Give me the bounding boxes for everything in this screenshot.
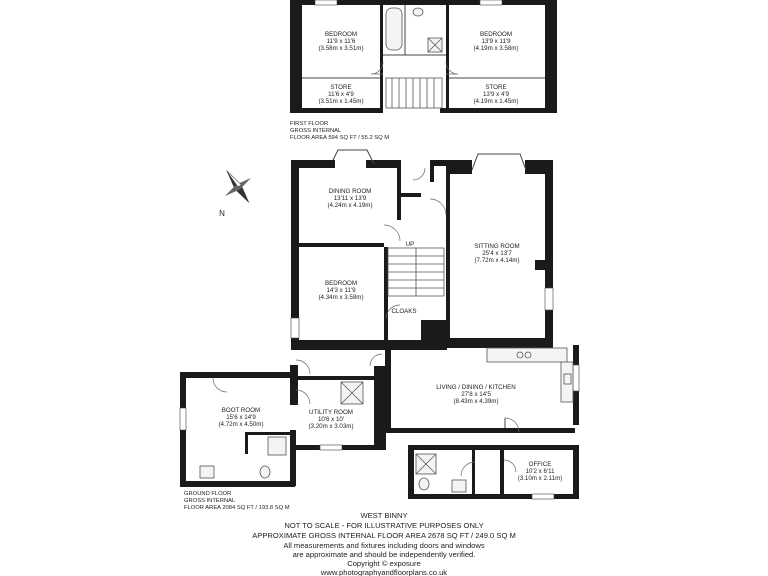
ff-store-left-name: STORE bbox=[330, 84, 352, 91]
ff-store-left-metric: (3.51m x 1.45m) bbox=[318, 98, 364, 105]
gf-area-line-1: GROUND FLOOR bbox=[184, 491, 232, 497]
boot-wall-south bbox=[180, 481, 295, 487]
office-wing-wall-west bbox=[408, 445, 414, 499]
boot-room-imperial: 15'6 x 14'9 bbox=[226, 414, 256, 421]
footer bbox=[252, 511, 516, 576]
ff-wall-left bbox=[290, 0, 302, 113]
not-to-scale-note: NOT TO SCALE - FOR ILLUSTRATIVE PURPOSES ONLY bbox=[284, 521, 484, 530]
ff-bedroom-right-imperial: 13'9 x 11'9 bbox=[481, 38, 511, 45]
gf-wall-sitting-north-1 bbox=[446, 160, 472, 174]
utility-wall-east bbox=[374, 366, 386, 450]
office-wing-wc-icon bbox=[419, 478, 429, 490]
copyright-note: Copyright © exposure bbox=[347, 559, 421, 568]
compass-north-label: N bbox=[219, 209, 225, 218]
boot-wall-north bbox=[180, 372, 295, 378]
gf-wall-sitting-west bbox=[446, 160, 450, 340]
disclaimer-line-2: are approximate and should be independently verified. bbox=[292, 550, 476, 559]
sitting-room-imperial: 25'4 x 13'7 bbox=[482, 250, 512, 257]
boot-room-metric: (4.72m x 4.50m) bbox=[218, 421, 264, 428]
ff-bedroom-left-name: BEDROOM bbox=[325, 31, 357, 38]
ff-bedroom-right-name: BEDROOM bbox=[480, 31, 512, 38]
gf-bedroom-name: BEDROOM bbox=[325, 280, 357, 287]
utility-room-metric: (3.20m x 3.03m) bbox=[308, 423, 354, 430]
office-wing-wall-north bbox=[408, 445, 578, 450]
boot-wc-icon bbox=[260, 466, 270, 478]
gf-door-sitting bbox=[430, 199, 446, 215]
gf-wall-sitting-south bbox=[446, 338, 553, 348]
utility-room-imperial: 10'6 x 10' bbox=[317, 416, 345, 423]
utility-wall-north bbox=[298, 376, 378, 380]
kitchen-counter bbox=[487, 348, 567, 362]
gf-door-dining bbox=[384, 225, 400, 241]
compass-icon bbox=[213, 161, 262, 212]
ff-store-right-name: STORE bbox=[485, 84, 507, 91]
living-kitchen-wing bbox=[385, 345, 579, 433]
sitting-room-metric: (7.72m x 4.14m) bbox=[474, 257, 520, 264]
dining-room-name: DINING ROOM bbox=[328, 188, 372, 195]
living-room-metric: (8.43m x 4.39m) bbox=[453, 398, 499, 405]
gf-wall-dining-east bbox=[397, 160, 401, 220]
website-link[interactable]: www.photographyandfloorplans.co.uk bbox=[320, 568, 448, 576]
ff-partition-right bbox=[446, 5, 449, 110]
utility-room-name: UTILITY ROOM bbox=[309, 409, 353, 416]
living-room-name: LIVING / DINING / KITCHEN bbox=[436, 384, 516, 391]
property-name: WEST BINNY bbox=[360, 511, 408, 520]
sitting-room-name: SITTING ROOM bbox=[474, 243, 520, 250]
boot-shower-icon bbox=[268, 437, 286, 455]
cloaks-label: CLOAKS bbox=[391, 308, 417, 315]
gf-stairs bbox=[388, 248, 444, 296]
dining-room-metric: (4.24m x 4.19m) bbox=[327, 202, 373, 209]
gf-wall-north-1 bbox=[291, 160, 331, 168]
sitting-bay-window bbox=[472, 154, 526, 170]
boot-wall-east bbox=[290, 365, 298, 405]
ff-store-right-metric: (4.19m x 1.45m) bbox=[473, 98, 519, 105]
bath-icon bbox=[386, 8, 402, 50]
boot-sink-icon bbox=[200, 466, 214, 478]
gf-area-line-2: GROSS INTERNAL bbox=[184, 498, 236, 504]
ff-wall-bottom-right bbox=[440, 108, 557, 113]
office-imperial: 10'2 x 6'11 bbox=[525, 468, 555, 475]
approx-area-note: APPROXIMATE GROSS INTERNAL FLOOR AREA 2678 SQ FT / 249.0 SQ M bbox=[252, 531, 516, 540]
ff-area-line-1: FIRST FLOOR bbox=[290, 121, 329, 127]
ff-area-line-3: FLOOR AREA 594 SQ FT / 55.2 SQ M bbox=[290, 135, 390, 141]
basin-icon bbox=[413, 8, 423, 16]
ff-store-left-imperial: 11'6 x 4'9 bbox=[328, 91, 354, 98]
ff-bedroom-left-imperial: 11'9 x 11'6 bbox=[326, 38, 356, 45]
gf-wall-dining-bedroom bbox=[299, 243, 384, 247]
gf-door-north bbox=[413, 168, 425, 180]
disclaimer-line-1: All measurements and fixtures including doors and windows bbox=[283, 541, 485, 550]
living-room-imperial: 27'8 x 14'5 bbox=[461, 391, 491, 398]
boot-utility-wing bbox=[180, 354, 386, 511]
ff-partition-left bbox=[380, 5, 383, 110]
living-wall-south bbox=[385, 428, 575, 433]
gf-bedroom-metric: (4.34m x 3.58m) bbox=[318, 294, 364, 301]
stairs-up-label: UP bbox=[405, 241, 415, 248]
ff-store-right-imperial: 13'9 x 4'9 bbox=[482, 91, 510, 98]
ff-stairs bbox=[386, 78, 442, 108]
ff-bedroom-left-metric: (3.58m x 3.51m) bbox=[318, 45, 364, 52]
gf-bedroom-imperial: 14'3 x 11'9 bbox=[326, 287, 356, 294]
ff-bedroom-right-metric: (4.19m x 3.58m) bbox=[473, 45, 519, 52]
office-wing-wall-east bbox=[573, 445, 579, 499]
first-floor-plan bbox=[290, 0, 557, 141]
gf-area-line-3: FLOOR AREA 2084 SQ FT / 193.8 SQ M bbox=[184, 505, 290, 511]
gf-wall-east bbox=[545, 160, 553, 348]
gf-wall-south-1 bbox=[291, 340, 423, 350]
ff-area-line-2: GROSS INTERNAL bbox=[290, 128, 342, 134]
office-metric: (3.10m x 2.11m) bbox=[517, 475, 563, 482]
office-name: OFFICE bbox=[528, 461, 552, 468]
ff-wall-right bbox=[545, 0, 557, 113]
ff-wall-bottom-left bbox=[290, 108, 383, 113]
gf-wall-north-2 bbox=[370, 160, 400, 168]
ground-floor-plan bbox=[291, 150, 553, 350]
boot-room-name: BOOT ROOM bbox=[221, 407, 261, 414]
office-wing bbox=[408, 445, 579, 499]
dining-room-imperial: 13'11 x 13'9 bbox=[333, 195, 367, 202]
